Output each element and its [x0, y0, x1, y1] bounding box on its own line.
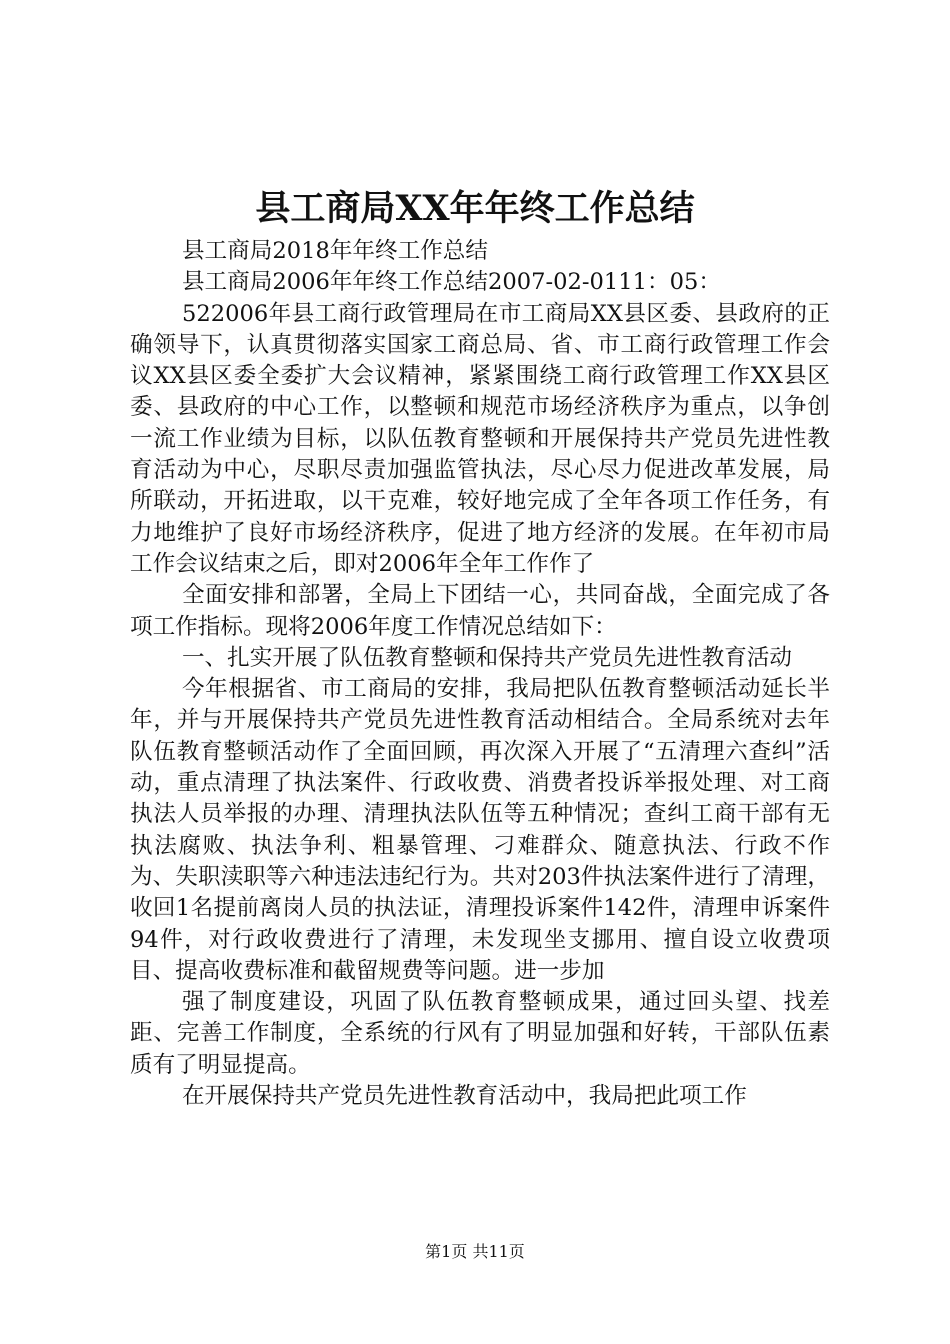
paragraph-dateline: 县工商局2006年年终工作总结2007-02-0111：05：	[181, 269, 721, 296]
paragraph-education-activity: 在开展保持共产党员先进性教育活动中，我局把此项工作	[181, 1083, 747, 1110]
document-title: 县工商局XX年年终工作总结	[255, 188, 695, 229]
document-body	[130, 236, 830, 1112]
paragraph-subtitle: 县工商局2018年年终工作总结	[181, 238, 488, 264]
paragraph-system-building: 强了制度建设，巩固了队伍教育整顿成果，通过回头望、找差距、完善工作制度，全系统的行风有了明显加强和好转，干部队伍素质有了明显提高。	[130, 989, 830, 1078]
page-number: 第1页 共11页	[425, 1242, 525, 1261]
paragraph-intro: 522006年县工商行政管理局在市工商局XX县区委、县政府的正确领导下，认真贯彻落实国家工商总局、省、市工商行政管理工作会议XX县区委全委扩大会议精神，紧紧围绕工商行政管理工作XX县区委、县政府的中心工作，以整顿和规范市场经济秩序为重点，以争创一流工作业绩为目标，以队伍教育整顿和开展保持共产党员先进性教育活动为中心，尽职尽责加强监管执法，尽心尽力促进改革发展，局所联动，开拓进取，以干克难，较好地完成了全年各项工作任务，有力地维护了良好市场经济秩序，促进了地方经济的发展。在年初市局工作会议结束之后，即对2006年全年工作作了	[130, 300, 830, 577]
paragraph-overview: 全面安排和部署，全局上下团结一心，共同奋战，全面完成了各项工作指标。现将2006年度工作情况总结如下：	[130, 582, 830, 640]
section-heading: 一、扎实开展了队伍教育整顿和保持共产党员先进性教育活动	[181, 644, 792, 671]
paragraph-rectification: 今年根据省、市工商局的安排，我局把队伍教育整顿活动延长半年，并与开展保持共产党员先进性教育活动相结合。全局系统对去年队伍教育整顿活动作了全面回顾，再次深入开展了“五清理六查纠”活动，重点清理了执法案件、行政收费、消费者投诉举报处理、对工商执法人员举报的办理、清理执法队伍等五种情况；查纠工商干部有无执法腐败、执法争利、粗暴管理、刁难群众、随意执法、行政不作为、失职渎职等六种违法违纪行为。共对203件执法案件进行了清理，收回1名提前离岗人员的执法证，清理投诉案件142件，清理申诉案件94件，对行政收费进行了清理，未发现坐支挪用、擅自设立收费项目、提高收费标准和截留规费等问题。进一步加	[130, 676, 830, 984]
